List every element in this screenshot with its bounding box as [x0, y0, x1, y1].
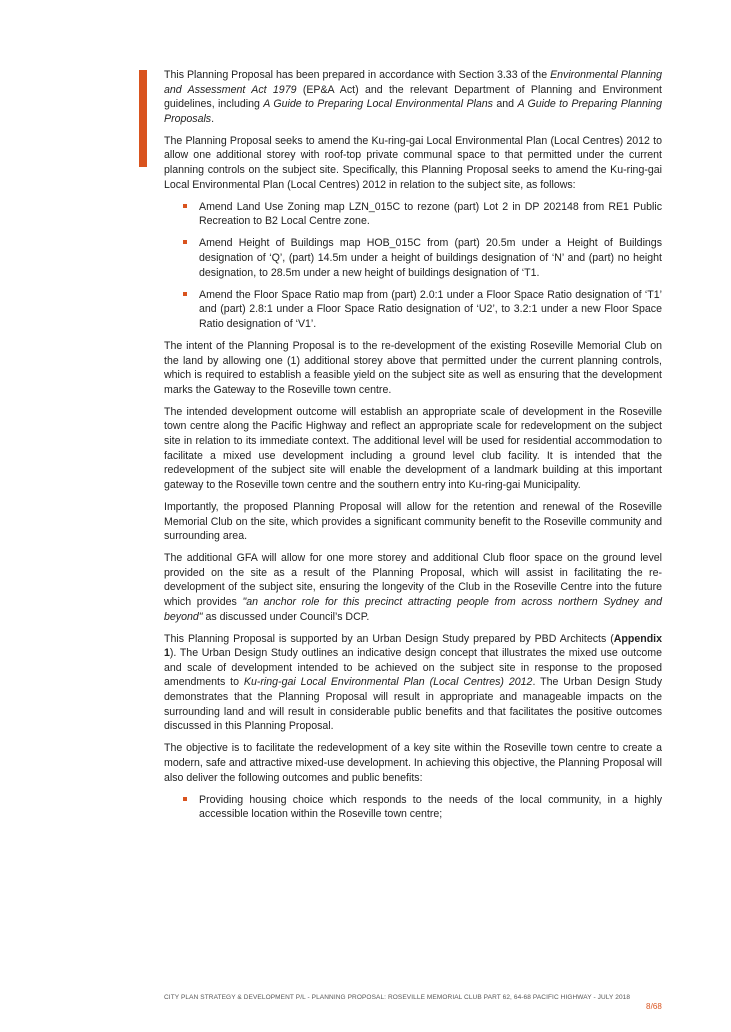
benefits-list — [164, 793, 662, 822]
document-body — [164, 68, 662, 829]
list-item: Providing housing choice which responds to the needs of the local community, in a highly accessible location within the Roseville town centre; — [199, 793, 662, 822]
page-number: 8/68 — [646, 1002, 662, 1011]
bullet-icon — [183, 204, 187, 208]
paragraph-gfa: The additional GFA will allow for one more storey and additional Club floor space on the ground level provided on the site as a result of the Planning Proposal, which will assist in facilitating the re-development of the subject site, ensuring the longevity of the Club in the Roseville Centre into the future which provides "an anchor role for this precinct attracting people from across northern Sydney and beyond" as discussed under Council’s DCP. — [164, 552, 663, 623]
page-footer — [164, 993, 662, 1011]
paragraph-outcome: The intended development outcome will establish an appropriate scale of development in the Roseville town centre along the Pacific Highway and reflect an appropriate scale for redevelopment on the subject site in relation to its immediate context. The additional level will be used for residential accommodation to facilitate a mixed use development including a ground level club facility. It is intended that the redevelopment of the subject site will enable the development of a landmark building at this important gateway to the Roseville town centre and the southern entry into Ku-ring-gai Municipality. — [164, 405, 662, 491]
list-item: Amend Land Use Zoning map LZN_015C to rezone (part) Lot 2 in DP 202148 from RE1 Public Recreation to B2 Local Centre zone. — [199, 200, 662, 229]
paragraph-objective: The objective is to facilitate the redevelopment of a key site within the Roseville town centre to create a modern, safe and attractive mixed-use development. In achieving this objective, the Planning Proposal will also deliver the following outcomes and public benefits: — [164, 742, 662, 784]
footer-text: CITY PLAN STRATEGY & DEVELOPMENT P/L - PLANNING PROPOSAL: ROSEVILLE MEMORIAL CLUB PART 62, 64-68 PACIFIC HIGHWAY - JULY 2018 — [164, 994, 631, 1001]
bullet-icon — [183, 292, 187, 296]
bullet-icon — [183, 240, 187, 244]
paragraph-intent: The intent of the Planning Proposal is to the re-development of the existing Roseville Memorial Club on the land by allowing one (1) additional storey above that permitted under the current planning controls, which is required to establish a feasible yield on the subject site as well as ensuring that the development marks the Gateway to the Roseville town centre. — [164, 340, 662, 396]
paragraph-retention: Importantly, the proposed Planning Proposal will allow for the retention and renewal of the Roseville Memorial Club on the site, which provides a significant community benefit to the Roseville community and surrounding area. — [164, 500, 662, 543]
paragraph-amendment: The Planning Proposal seeks to amend the Ku-ring-gai Local Environmental Plan (Local Centres) 2012 to allow one additional storey with roof-top private communal space to that permitted under the current planning controls on the subject site. Specifically, this Planning Proposal seeks to amend the Ku-ring-gai Local Environmental Plan (Local Centres) 2012 in relation to the subject site, as follows: — [164, 134, 662, 191]
accent-bar — [139, 70, 147, 167]
list-item: Amend Height of Buildings map HOB_015C from (part) 20.5m under a Height of Buildings designation of ‘Q’, (part) 14.5m under a height of buildings designation of ‘N’ and (part) no height designation, to 28.5m under a new height of buildings designation of ‘T1. — [199, 236, 662, 280]
bullet-icon — [183, 797, 187, 801]
paragraph-intro: This Planning Proposal has been prepared in accordance with Section 3.33 of the Environmental Planning and Assessment Act 1979 (EP&A Act) and the relevant Department of Planning and Environment guidelines, including A Guide to Preparing Local Environmental Plans and A Guide to Preparing Planning Proposals. — [164, 69, 662, 125]
list-item: Amend the Floor Space Ratio map from (part) 2.0:1 under a Floor Space Ratio designation of ‘T1’ and (part) 2.8:1 under a Floor Space Ratio designation of ‘U2’, to 3.2:1 under a new Floor Space Ratio designation of ‘V1’. — [199, 288, 662, 332]
paragraph-urban-design: This Planning Proposal is supported by an Urban Design Study prepared by PBD Architects (Appendix 1). The Urban Design Study outlines an indicative design concept that illustrates the mixed use outcome and scale of development intended to be achieved on the subject site in response to the proposed amendments to Ku-ring-gai Local Environmental Plan (Local Centres) 2012. The Urban Design Study demonstrates that the Planning Proposal will result in appropriate and manageable impacts on the surrounding land and will result in considerable public benefits and that facilitates the positive outcomes discussed in this Planning Proposal. — [164, 632, 662, 733]
amendment-list — [164, 200, 662, 332]
